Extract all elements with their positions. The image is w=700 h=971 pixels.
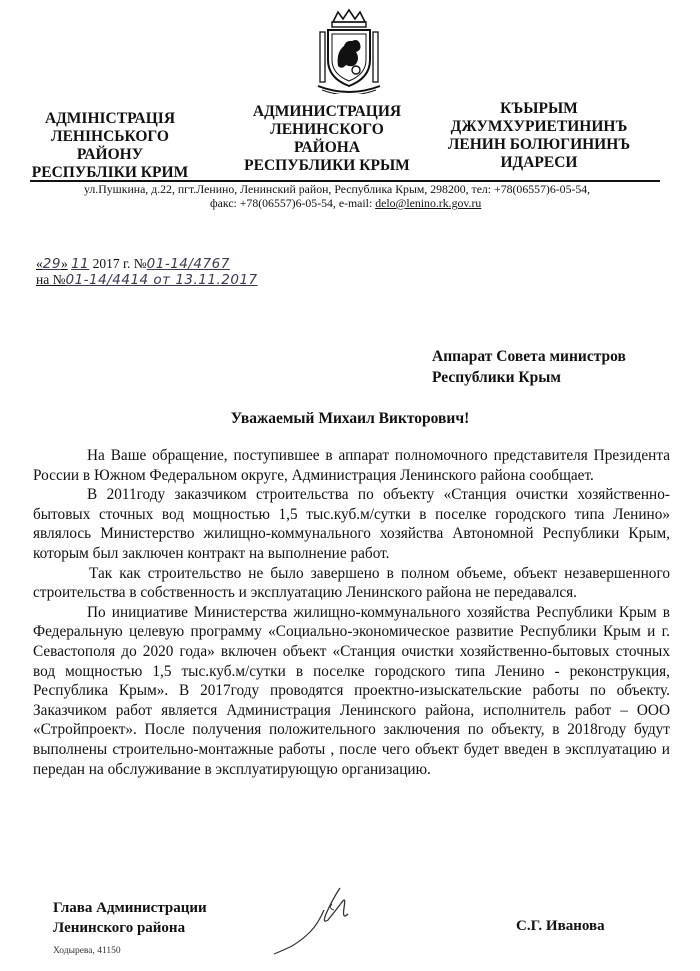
- addressee-line: Республики Крым: [432, 369, 561, 386]
- header-crh-line: ИДАРЕСИ: [500, 154, 578, 171]
- registration-no-label: №: [133, 256, 147, 271]
- handwritten-signature-icon: [262, 880, 372, 958]
- date-quote-close: »: [60, 256, 68, 271]
- header-ukrainian-name: [30, 110, 190, 182]
- date-quote-open: «: [36, 256, 43, 271]
- signatory-name: С.Г. Иванова: [516, 918, 605, 934]
- header-ru-line: АДМИНИСТРАЦИЯ: [252, 103, 402, 120]
- header-ua-line: АДМІНІСТРАЦІЯ: [44, 110, 176, 127]
- header-crh-line: ЛЕНИН БОЛЮГИНИНЪ: [447, 136, 631, 153]
- addressee: [432, 346, 626, 388]
- header-ru-line: РАЙОНА: [293, 139, 361, 156]
- signatory-position-line: Ленинского района: [53, 920, 186, 936]
- contacts-address: ул.Пушкина, д.22, пгт.Ленино, Ленинский район, Республика Крым, 298200, тел: +78(06557)6-05-54,: [84, 182, 591, 196]
- header-crh-line: ДЖУМХУРИЕТИНИНЪ: [450, 118, 628, 135]
- registration-number: 01-14/4767: [146, 256, 230, 272]
- reference-label: на №: [36, 272, 66, 287]
- signatory-position-line: Глава Администрации: [53, 900, 207, 916]
- header-ru-line: ЛЕНИНСКОГО: [270, 121, 384, 138]
- salutation: Уважаемый Михаил Викторович!: [230, 410, 470, 427]
- addressee-line: Аппарат Совета министров: [432, 348, 626, 365]
- header-ua-line: РЕСПУБЛІКИ КРИМ: [31, 164, 189, 181]
- executor-note: Ходырева, 41150: [53, 946, 121, 956]
- body-paragraph: Так как строительство не было завершено в полном объеме, объект незавершенного строительства в собственность и эксплуатацию Ленинского района не передавался.: [33, 564, 670, 602]
- header-russian-name: [242, 103, 412, 175]
- signatory-position: [53, 898, 207, 938]
- body-paragraph: В 2011году заказчиком строительства по объекту «Станция очистки хозяйственно-бытовых сточных вод мощностью 1,5 тыс.куб.м/сутки в поселке городского типа Ленино» являлось Министерство жилищно-коммунального хозяйства Автономной Республики Крым, которым был заключен контракт на выполнение работ.: [33, 486, 670, 562]
- incoming-reference: [36, 272, 258, 288]
- outgoing-registration: [36, 256, 230, 272]
- header-ua-line: РАЙОНУ: [76, 146, 144, 163]
- registration-day: 29: [42, 256, 61, 272]
- header-crimean-tatar-name: [424, 100, 654, 172]
- header-crh-line: КЪЫРЫМ: [500, 100, 578, 117]
- reference-number: 01-14/4414 от 13.11.2017: [65, 272, 258, 288]
- letter-body: [33, 446, 670, 779]
- header-ru-line: РЕСПУБЛИКИ КРЫМ: [244, 157, 410, 174]
- email-link[interactable]: delo@lenino.rk.gov.ru: [375, 196, 482, 210]
- contacts-fax: факс: +78(06557)6-05-54, e-mail:: [210, 196, 376, 210]
- contacts-fax-email: [210, 196, 481, 211]
- registration-month: 11: [71, 256, 90, 272]
- body-paragraph: По инициативе Министерства жилищно-коммунального хозяйства Республики Крым в Федеральную целевую программу «Социально-экономическое развитие Республики Крым и г. Севастополя до 2020 года» включен объект «Станция очистки хозяйственно-бытовых сточных вод мощностью 1,5 тыс.куб.м/сутки в поселке городского типа Ленино - реконструкция, Республика Крым». В 2017году проводятся проектно-изыскательские работы по объекту. Заказчиком работ является Администрация Ленинского района, исполнитель работ – ООО «Стройпроект». После получения положительного заключения по объекту, в 2018году будут выполнены строительно-монтажные работы , после чего объект будет введен в эксплуатацию и передан на обслуживание в эксплуатирующую организацию.: [33, 603, 670, 778]
- header-ua-line: ЛЕНІНСЬКОГО: [51, 128, 169, 145]
- registration-year: 2017 г.: [92, 256, 131, 271]
- crimea-coat-of-arms-icon: [316, 8, 382, 94]
- body-paragraph: На Ваше обращение, поступившее в аппарат полномочного представителя Президента России в Южном Федеральном округе, Администрация Ленинского района сообщает.: [33, 447, 670, 484]
